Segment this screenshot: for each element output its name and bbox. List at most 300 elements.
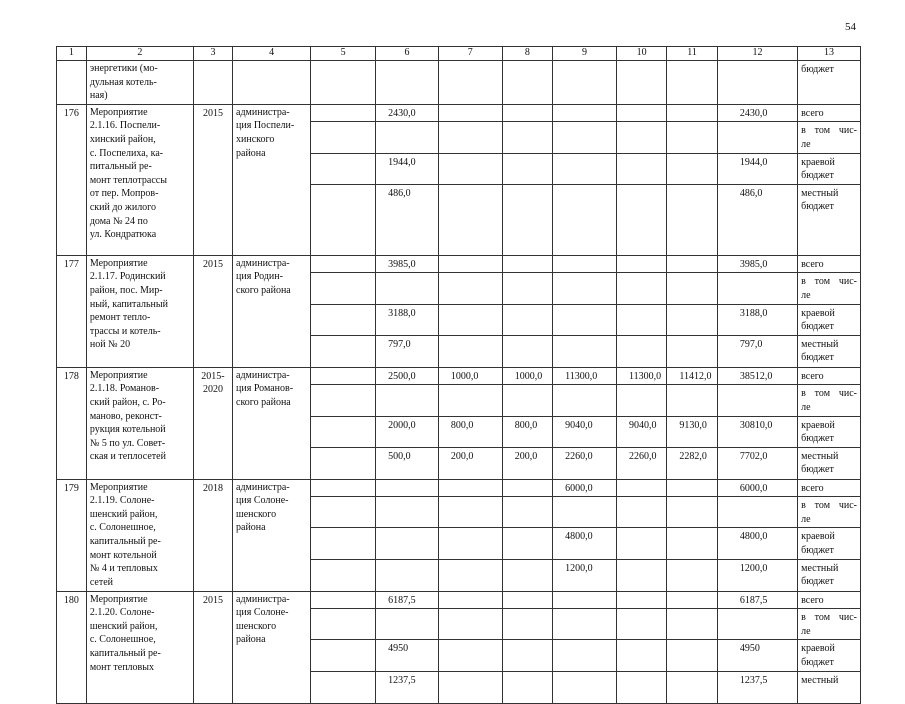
measure-name-line: № 4 и тепловых	[89, 563, 158, 575]
funding-source-line: местный	[801, 674, 839, 686]
measure-name-line: монт тепловых	[89, 661, 154, 673]
executor	[233, 367, 311, 479]
value-cell-11	[667, 591, 717, 609]
value-cell-6: 2500,0	[376, 367, 439, 385]
value-cell-12	[717, 609, 797, 640]
value-cell-9	[553, 304, 617, 335]
value-cell-11	[667, 273, 717, 304]
value-cell-8	[502, 104, 552, 122]
continuation-cell-2	[86, 61, 193, 105]
value-cell-10	[616, 640, 666, 671]
value-cell-5	[311, 104, 376, 122]
measure-name-line: с. Солонешное,	[89, 634, 156, 646]
measure-name-line: монт котельной	[89, 549, 157, 561]
value-cell-5	[311, 479, 376, 497]
measure-year	[193, 104, 232, 255]
value-cell-9	[553, 184, 617, 255]
funding-source	[798, 104, 861, 122]
value-cell-8: 1000,0	[502, 367, 552, 385]
value-cell-8	[502, 273, 552, 304]
value-cell-9: 2260,0	[553, 447, 617, 479]
measure-name-line: трассы и котель-	[89, 325, 161, 337]
measure-name-line: № 5 по ул. Совет-	[89, 437, 166, 449]
value-cell-10	[616, 528, 666, 559]
value-cell-12: 3985,0	[717, 255, 797, 273]
measure-name-line: Мероприятие	[89, 481, 148, 493]
measure-name-line: дома № 24 по	[89, 215, 148, 227]
executor-line: района	[236, 522, 266, 534]
executor-line: ция Поспели-	[236, 120, 295, 132]
value-cell-10: 2260,0	[616, 447, 666, 479]
value-cell-12: 6000,0	[717, 479, 797, 497]
executor	[233, 591, 311, 703]
measure-name-line: ский до жилого	[89, 201, 157, 213]
funding-source	[798, 304, 861, 335]
cell-line: 2015-	[201, 370, 225, 382]
measure-name-line: капитальный ре-	[89, 536, 161, 548]
executor-line: ция Родин-	[236, 271, 283, 283]
funding-source	[798, 591, 861, 609]
funding-source-line: в том чис-	[801, 500, 857, 512]
funding-source-line: всего	[801, 258, 824, 270]
value-cell-11	[667, 385, 717, 416]
value-cell-6	[376, 497, 439, 528]
executor-line: ция Солоне-	[236, 495, 289, 507]
executor-line: администра-	[236, 257, 290, 269]
row-number: 176	[57, 104, 87, 255]
executor	[233, 479, 311, 591]
table-row	[57, 479, 861, 497]
value-cell-12: 1944,0	[717, 153, 797, 184]
funding-source-line: местный	[801, 450, 839, 462]
funding-source	[798, 255, 861, 273]
table-row	[57, 255, 861, 273]
executor	[233, 255, 311, 367]
measure-name-line: питальный ре-	[89, 161, 152, 173]
cell-line: 2020	[202, 384, 223, 396]
value-cell-12: 1237,5	[717, 671, 797, 703]
value-cell-11	[667, 184, 717, 255]
measure-name-line: Мероприятие	[89, 257, 148, 269]
executor-line: администра-	[236, 593, 290, 605]
value-cell-6: 500,0	[376, 447, 439, 479]
value-cell-10	[616, 671, 666, 703]
measure-name-line: хинский район,	[89, 133, 156, 145]
funding-source	[798, 416, 861, 447]
value-cell-8	[502, 122, 552, 153]
value-cell-9	[553, 591, 617, 609]
measure-name-line: с. Поспелиха, ка-	[89, 147, 164, 159]
value-cell-8	[502, 591, 552, 609]
value-cell-12: 486,0	[717, 184, 797, 255]
value-cell-10	[616, 304, 666, 335]
continuation-cell-8	[502, 61, 552, 105]
column-header-11: 11	[667, 47, 717, 61]
executor-line: района	[236, 634, 266, 646]
measure-name-line: дульная котель-	[89, 76, 157, 88]
executor-line: администра-	[236, 106, 290, 118]
value-cell-10	[616, 591, 666, 609]
funding-source-line: краевой	[801, 419, 835, 431]
continuation-cell-6	[376, 61, 439, 105]
value-cell-10	[616, 184, 666, 255]
executor-line: ского района	[236, 396, 291, 408]
value-cell-5	[311, 591, 376, 609]
value-cell-6: 1944,0	[376, 153, 439, 184]
funding-source	[798, 122, 861, 153]
value-cell-8	[502, 255, 552, 273]
budget-table	[56, 46, 861, 704]
value-cell-9	[553, 104, 617, 122]
measure-name	[86, 479, 193, 591]
value-cell-5	[311, 385, 376, 416]
measure-name-line: энергетики (мо-	[89, 63, 158, 74]
value-cell-9	[553, 671, 617, 703]
funding-source-line: в том чис-	[801, 276, 857, 288]
value-cell-8	[502, 640, 552, 671]
value-cell-8	[502, 671, 552, 703]
executor-line: администра-	[236, 369, 290, 381]
value-cell-7	[438, 184, 502, 255]
value-cell-10	[616, 479, 666, 497]
value-cell-9	[553, 335, 617, 367]
table-row	[57, 367, 861, 385]
funding-source-line: местный	[801, 338, 839, 350]
value-cell-7	[438, 591, 502, 609]
value-cell-6: 1237,5	[376, 671, 439, 703]
value-cell-11	[667, 479, 717, 497]
funding-source-line: всего	[801, 107, 824, 119]
funding-source-line: в том чис-	[801, 125, 857, 137]
funding-source-line: ле	[801, 401, 811, 413]
value-cell-7	[438, 255, 502, 273]
funding-source-line: краевой	[801, 307, 835, 319]
value-cell-12: 3188,0	[717, 304, 797, 335]
value-cell-7	[438, 671, 502, 703]
column-header-10: 10	[616, 47, 666, 61]
value-cell-6: 3985,0	[376, 255, 439, 273]
continuation-cell-1	[57, 61, 87, 105]
funding-source	[798, 385, 861, 416]
value-cell-6	[376, 273, 439, 304]
value-cell-6	[376, 479, 439, 497]
funding-source-line: ле	[801, 289, 811, 301]
row-number: 179	[57, 479, 87, 591]
column-header-9: 9	[553, 47, 617, 61]
value-cell-6: 486,0	[376, 184, 439, 255]
measure-name-line: маново, реконст-	[89, 410, 162, 422]
funding-source	[798, 479, 861, 497]
executor-line: хинского	[236, 133, 275, 145]
value-cell-10: 11300,0	[616, 367, 666, 385]
continuation-cell-12	[717, 61, 797, 105]
continuation-cell-4	[233, 61, 311, 105]
measure-name	[86, 104, 193, 255]
value-cell-9	[553, 273, 617, 304]
value-cell-5	[311, 184, 376, 255]
value-cell-8	[502, 497, 552, 528]
value-cell-8	[502, 528, 552, 559]
funding-source	[798, 528, 861, 559]
funding-source	[798, 640, 861, 671]
executor-line: шенского	[236, 620, 277, 632]
continuation-cell-13: бюджет	[798, 61, 861, 105]
value-cell-7: 1000,0	[438, 367, 502, 385]
funding-source-line: бюджет	[801, 576, 834, 588]
funding-source-line: ле	[801, 513, 811, 525]
funding-source-line: бюджет	[801, 201, 834, 213]
value-cell-5	[311, 153, 376, 184]
column-header-4: 4	[233, 47, 311, 61]
value-cell-7	[438, 497, 502, 528]
funding-source-line: бюджет	[801, 545, 834, 557]
value-cell-11	[667, 122, 717, 153]
funding-source	[798, 447, 861, 479]
value-cell-12: 6187,5	[717, 591, 797, 609]
value-cell-9: 9040,0	[553, 416, 617, 447]
measure-name-line: ный, капитальный	[89, 298, 168, 310]
funding-source-line: бюджет	[801, 352, 834, 364]
value-cell-6	[376, 122, 439, 153]
value-cell-10	[616, 559, 666, 591]
column-header-12: 12	[717, 47, 797, 61]
value-cell-11	[667, 559, 717, 591]
value-cell-7	[438, 104, 502, 122]
value-cell-8	[502, 153, 552, 184]
column-header-6: 6	[376, 47, 439, 61]
measure-name-line: от пер. Мопров-	[89, 188, 159, 200]
value-cell-9: 4800,0	[553, 528, 617, 559]
executor	[233, 104, 311, 255]
value-cell-8: 800,0	[502, 416, 552, 447]
value-cell-6: 2000,0	[376, 416, 439, 447]
funding-source	[798, 497, 861, 528]
value-cell-5	[311, 122, 376, 153]
value-cell-11: 9130,0	[667, 416, 717, 447]
value-cell-10	[616, 385, 666, 416]
column-header-8: 8	[502, 47, 552, 61]
value-cell-5	[311, 609, 376, 640]
funding-source-line: местный	[801, 562, 839, 574]
funding-source	[798, 609, 861, 640]
funding-source	[798, 335, 861, 367]
value-cell-5	[311, 447, 376, 479]
continuation-row	[57, 61, 861, 105]
continuation-cell-3	[193, 61, 232, 105]
value-cell-12: 38512,0	[717, 367, 797, 385]
measure-name	[86, 591, 193, 703]
continuation-cell-5	[311, 61, 376, 105]
value-cell-5	[311, 497, 376, 528]
value-cell-11: 11412,0	[667, 367, 717, 385]
measure-name-line: ремонт тепло-	[89, 312, 151, 324]
measure-name-line: 2.1.20. Солоне-	[89, 607, 155, 619]
value-cell-11	[667, 609, 717, 640]
column-header-7: 7	[438, 47, 502, 61]
value-cell-8	[502, 385, 552, 416]
value-cell-5	[311, 304, 376, 335]
value-cell-5	[311, 640, 376, 671]
value-cell-7: 200,0	[438, 447, 502, 479]
value-cell-5	[311, 367, 376, 385]
value-cell-12	[717, 497, 797, 528]
funding-source	[798, 367, 861, 385]
value-cell-12	[717, 122, 797, 153]
value-cell-8: 200,0	[502, 447, 552, 479]
value-cell-10	[616, 497, 666, 528]
continuation-cell-10	[616, 61, 666, 105]
value-cell-10	[616, 335, 666, 367]
executor-line: шенского	[236, 508, 277, 520]
measure-name-line: ной № 20	[89, 339, 131, 351]
value-cell-6	[376, 385, 439, 416]
measure-name-line: Мероприятие	[89, 106, 148, 118]
funding-source-line: в том чис-	[801, 388, 857, 400]
value-cell-7	[438, 153, 502, 184]
value-cell-8	[502, 184, 552, 255]
measure-name	[86, 367, 193, 479]
value-cell-6	[376, 609, 439, 640]
measure-name-line: район, пос. Мир-	[89, 284, 163, 296]
value-cell-6: 797,0	[376, 335, 439, 367]
value-cell-5	[311, 273, 376, 304]
value-cell-11	[667, 528, 717, 559]
value-cell-11	[667, 335, 717, 367]
table-row	[57, 104, 861, 122]
funding-source-line: ле	[801, 138, 811, 150]
measure-year	[193, 479, 232, 591]
table-body	[57, 47, 861, 704]
value-cell-5	[311, 416, 376, 447]
column-header-3: 3	[193, 47, 232, 61]
value-cell-12: 4800,0	[717, 528, 797, 559]
value-cell-9	[553, 255, 617, 273]
row-number: 178	[57, 367, 87, 479]
value-cell-12	[717, 273, 797, 304]
funding-source-line: краевой	[801, 156, 835, 168]
column-header-2: 2	[86, 47, 193, 61]
continuation-cell-11	[667, 61, 717, 105]
executor-line: администра-	[236, 481, 290, 493]
measure-name-line: 2.1.19. Солоне-	[89, 495, 155, 507]
page-number: 54	[845, 21, 856, 33]
measure-name-line: ский район, с. Ро-	[89, 396, 166, 408]
value-cell-9: 11300,0	[553, 367, 617, 385]
measure-name-line: Мероприятие	[89, 369, 148, 381]
funding-source	[798, 184, 861, 255]
value-cell-11	[667, 255, 717, 273]
value-cell-9	[553, 640, 617, 671]
value-cell-7	[438, 335, 502, 367]
value-cell-10	[616, 609, 666, 640]
value-cell-5	[311, 528, 376, 559]
measure-name-line: рукция котельной	[89, 424, 166, 436]
value-cell-8	[502, 304, 552, 335]
column-header-13: 13	[798, 47, 861, 61]
value-cell-7	[438, 385, 502, 416]
measure-name-line: монт теплотрассы	[89, 174, 167, 186]
executor-line: ция Солоне-	[236, 607, 289, 619]
measure-name-line: ная)	[89, 90, 108, 102]
value-cell-11: 2282,0	[667, 447, 717, 479]
value-cell-10	[616, 255, 666, 273]
value-cell-9	[553, 497, 617, 528]
value-cell-12: 2430,0	[717, 104, 797, 122]
funding-source-line: ле	[801, 625, 811, 637]
cell-line: 2015	[202, 594, 223, 606]
value-cell-6: 4950	[376, 640, 439, 671]
value-cell-11	[667, 671, 717, 703]
column-header-1: 1	[57, 47, 87, 61]
funding-source-line: бюджет	[801, 657, 834, 669]
value-cell-10	[616, 153, 666, 184]
value-cell-12: 797,0	[717, 335, 797, 367]
funding-source	[798, 559, 861, 591]
measure-name-line: шенский район,	[89, 508, 158, 520]
funding-source-line: краевой	[801, 643, 835, 655]
value-cell-7	[438, 609, 502, 640]
cell-line: 2018	[202, 482, 223, 494]
value-cell-9: 6000,0	[553, 479, 617, 497]
measure-year	[193, 255, 232, 367]
value-cell-9	[553, 609, 617, 640]
measure-name-line: 2.1.16. Поспели-	[89, 120, 161, 132]
value-cell-7	[438, 640, 502, 671]
value-cell-11	[667, 640, 717, 671]
value-cell-12: 30810,0	[717, 416, 797, 447]
measure-name	[86, 255, 193, 367]
value-cell-5	[311, 335, 376, 367]
value-cell-11	[667, 304, 717, 335]
row-number: 180	[57, 591, 87, 703]
value-cell-10: 9040,0	[616, 416, 666, 447]
value-cell-11	[667, 497, 717, 528]
funding-source-line: краевой	[801, 531, 835, 543]
funding-source	[798, 671, 861, 703]
value-cell-8	[502, 559, 552, 591]
value-cell-7: 800,0	[438, 416, 502, 447]
value-cell-12: 4950	[717, 640, 797, 671]
value-cell-12	[717, 385, 797, 416]
value-cell-10	[616, 273, 666, 304]
measure-name-line: сетей	[89, 576, 114, 588]
funding-source-line: всего	[801, 482, 824, 494]
measure-name-line: ская и теплосетей	[89, 451, 166, 463]
value-cell-8	[502, 609, 552, 640]
header-row	[57, 47, 861, 61]
value-cell-7	[438, 479, 502, 497]
continuation-cell-7	[438, 61, 502, 105]
executor-line: ского района	[236, 284, 291, 296]
value-cell-12: 1200,0	[717, 559, 797, 591]
value-cell-7	[438, 304, 502, 335]
continuation-cell-9	[553, 61, 617, 105]
funding-source-line: бюджет	[801, 170, 834, 182]
value-cell-6	[376, 559, 439, 591]
funding-source-line: в том чис-	[801, 612, 857, 624]
value-cell-11	[667, 104, 717, 122]
value-cell-7	[438, 122, 502, 153]
value-cell-9: 1200,0	[553, 559, 617, 591]
funding-source-line: всего	[801, 594, 824, 606]
funding-source	[798, 273, 861, 304]
table-row	[57, 591, 861, 609]
value-cell-6	[376, 528, 439, 559]
executor-line: района	[236, 147, 266, 159]
value-cell-6: 3188,0	[376, 304, 439, 335]
funding-source-line: бюджет	[801, 433, 834, 445]
value-cell-6: 2430,0	[376, 104, 439, 122]
